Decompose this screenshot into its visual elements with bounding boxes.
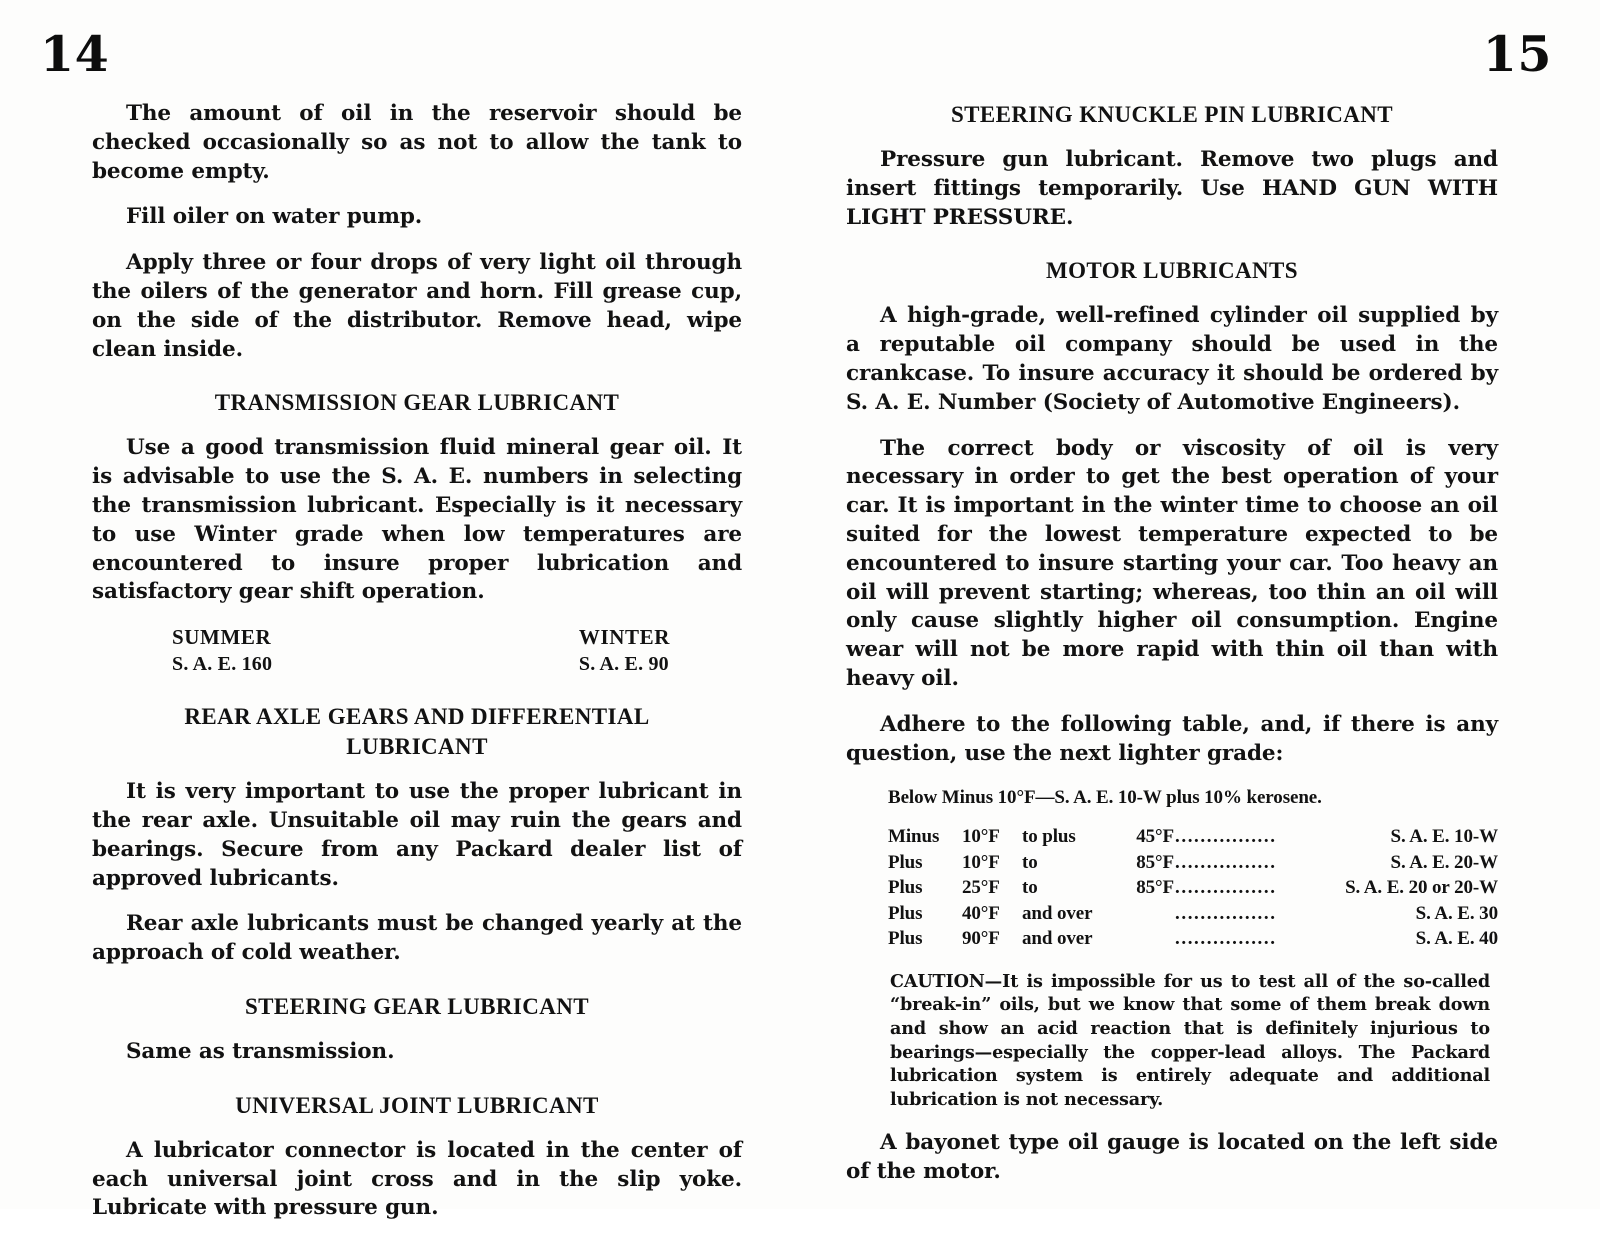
right-page-column — [846, 100, 1498, 1240]
sae-row-leader: ................ — [1175, 902, 1277, 924]
paragraph-oil-gauge-location: A bayonet type oil gauge is located on the left side of the motor. — [846, 1130, 1498, 1185]
grade-column-summer — [172, 624, 272, 678]
sae-row-high-temp: 85°F — [1136, 877, 1174, 899]
sae-table-row — [888, 875, 1498, 901]
sae-row-sign: Minus — [888, 826, 940, 848]
sae-row-leader: ................ — [1175, 928, 1277, 950]
sae-row-sign: Plus — [888, 877, 923, 899]
heading-rear-axle-line2: LUBRICANT — [346, 734, 488, 760]
sae-row-grade: S. A. E. 20-W — [1390, 851, 1498, 873]
sae-table-row — [888, 850, 1498, 876]
paragraph-motor-adhere-table: Adhere to the following table, and, if there is any question, use the next lighter grade: — [846, 711, 1498, 766]
grade-label-winter: WINTER — [578, 625, 670, 650]
sae-table-rows — [888, 824, 1498, 952]
heading-transmission-gear-lubricant: TRANSMISSION GEAR LUBRICANT — [214, 390, 620, 416]
caution-note: CAUTION—It is impossible for us to test all of the so-called “break-in” oils, but we know that some of them break down and show an acid reaction that is definitely injurious to bearings—especially the copper-lead alloys. The Packard lubrication system is entirely adequate and additional lubrication is not necessary. — [890, 970, 1490, 1110]
grade-column-winter — [579, 624, 670, 678]
left-page-column — [92, 100, 742, 1240]
sae-row-sign: Plus — [888, 902, 923, 924]
heading-steering-knuckle-pin-lubricant: STEERING KNUCKLE PIN LUBRICANT — [950, 102, 1394, 127]
paragraph-rear-axle-change: Rear axle lubricants must be changed yearly at the approach of cold weather. — [92, 911, 742, 966]
sae-row-leader: ................ — [1175, 877, 1277, 899]
sae-row-grade: S. A. E. 10-W — [1390, 826, 1498, 848]
paragraph-steering-knuckle-body: Pressure gun lubricant. Remove two plugs and insert fittings temporarily. Use HAND GUN WITH LIGHT PRESSURE. — [846, 147, 1498, 230]
sae-row-conjunction: and over — [1022, 902, 1093, 924]
transmission-grade-table — [92, 624, 742, 678]
grade-label-summer: SUMMER — [172, 625, 272, 650]
heading-steering-gear-lubricant: STEERING GEAR LUBRICANT — [244, 993, 590, 1019]
paragraph-steering-gear-body: Same as transmission. — [126, 1038, 395, 1064]
grade-value-summer: S. A. E. 160 — [172, 653, 273, 676]
page-number-right: 15 — [1482, 25, 1552, 83]
sae-row-conjunction: to — [1022, 877, 1038, 899]
sae-row-grade: S. A. E. 30 — [1415, 902, 1498, 924]
heading-rear-axle-line1: REAR AXLE GEARS AND DIFFERENTIAL — [184, 704, 650, 730]
sae-table-row — [888, 926, 1498, 952]
heading-rear-axle-lubricant — [92, 702, 742, 762]
sae-row-low-temp: 10°F — [962, 851, 1000, 873]
heading-motor-lubricants: MOTOR LUBRICANTS — [1046, 258, 1298, 284]
sae-row-low-temp: 40°F — [962, 902, 1000, 924]
sae-table-note: Below Minus 10°F—S. A. E. 10-W plus 10% kerosene. — [888, 787, 1322, 809]
sae-table-row — [888, 901, 1498, 927]
sae-row-grade: S. A. E. 40 — [1415, 928, 1498, 950]
sae-row-grade: S. A. E. 20 or 20-W — [1345, 877, 1498, 899]
page-columns — [0, 100, 1600, 1240]
sae-temperature-table — [846, 785, 1498, 952]
sae-row-leader: ................ — [1175, 826, 1277, 848]
paragraph-motor-viscosity: The correct body or viscosity of oil is very necessary in order to get the best operation of your car. It is important in the winter time to choose an oil suited for the lowest temperature expected to be encountered to insure starting your car. Too heavy an oil will prevent starting; whereas, too thin an oil will only cause slightly higher oil consumption. Engine wear will not be more rapid with thin oil than with heavy oil. — [846, 435, 1498, 691]
sae-row-low-temp: 10°F — [962, 826, 1000, 848]
sae-row-leader: ................ — [1175, 851, 1277, 873]
paragraph-transmission-body: Use a good transmission fluid mineral gear oil. It is advisable to use the S. A. E. numbers in selecting the transmission lubricant. Especially is it necessary to use Winter grade when low temperatures are encountered to insure proper lubrication and satisfactory gear shift operation. — [92, 435, 742, 605]
page-number-left: 14 — [40, 25, 110, 83]
sae-row-conjunction: to plus — [1022, 826, 1076, 848]
sae-row-conjunction: to — [1022, 851, 1038, 873]
sae-row-high-temp: 85°F — [1136, 851, 1174, 873]
paragraph-universal-joint-body: A lubricator connector is located in the center of each universal joint cross and in the slip yoke. Lubricate with pressure gun. — [92, 1137, 742, 1221]
sae-row-sign: Plus — [888, 928, 923, 950]
paragraph-generator-horn: Apply three or four drops of very light oil through the oilers of the generator and horn. Fill grease cup, on the side of the distributor. Remove head, wipe clean inside. — [92, 250, 742, 362]
paragraph-motor-crankcase-oil: A high-grade, well-refined cylinder oil supplied by a reputable oil company should be used in the crankcase. To insure accuracy it should be ordered by S. A. E. Number (Society of Automotive Engineers). — [846, 303, 1498, 415]
sae-table-row — [888, 824, 1498, 850]
paragraph-water-pump: Fill oiler on water pump. — [126, 204, 423, 230]
grade-value-winter: S. A. E. 90 — [578, 653, 669, 676]
sae-row-sign: Plus — [888, 851, 923, 873]
sae-row-conjunction: and over — [1022, 928, 1093, 950]
heading-universal-joint-lubricant: UNIVERSAL JOINT LUBRICANT — [235, 1092, 599, 1118]
sae-row-low-temp: 90°F — [962, 928, 1000, 950]
sae-row-low-temp: 25°F — [962, 877, 1000, 899]
sae-row-high-temp: 45°F — [1136, 826, 1174, 848]
paragraph-rear-axle-importance: It is very important to use the proper lubricant in the rear axle. Unsuitable oil may ruin the gears and bearings. Secure from any Packard dealer list of approved lubricants. — [92, 779, 742, 891]
paragraph-reservoir: The amount of oil in the reservoir should be checked occasionally so as not to allow the tank to become empty. — [92, 101, 742, 184]
